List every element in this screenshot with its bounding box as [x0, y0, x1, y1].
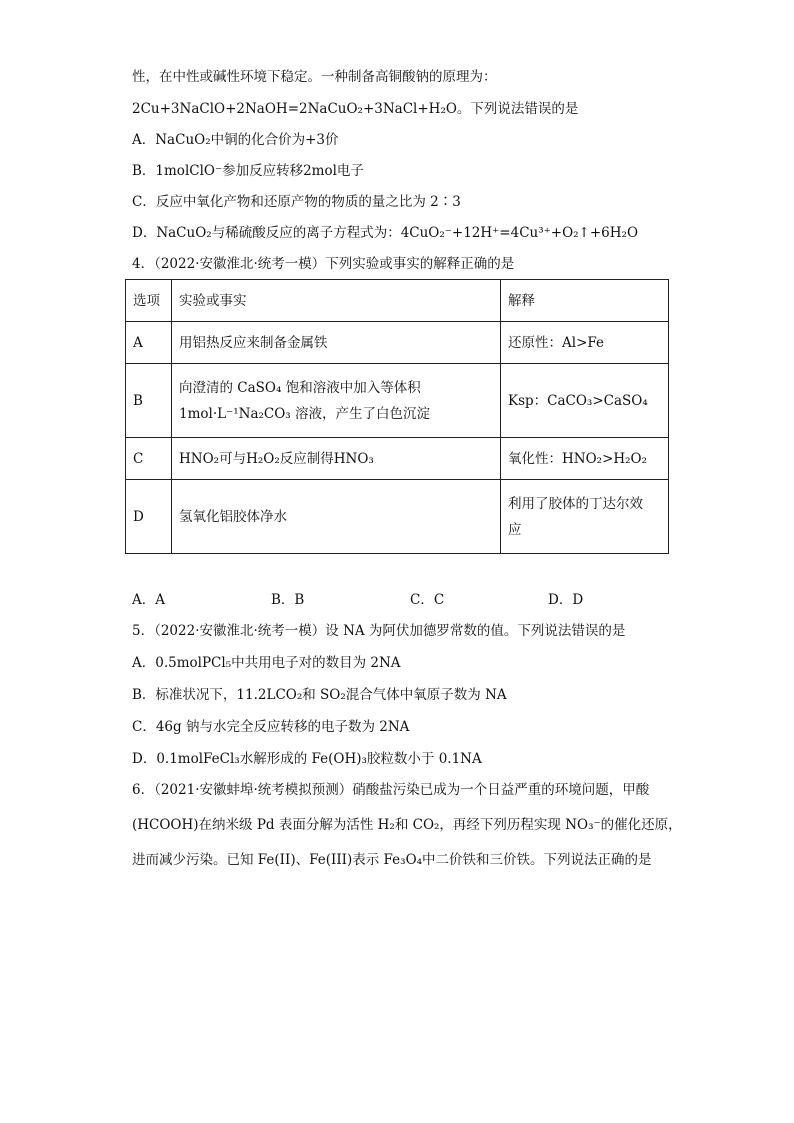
row-fact-line: 1mol·L⁻¹Na₂CO₃ 溶液，产生了白色沉淀 — [179, 405, 431, 422]
option-c: C．反应中氧化产物和还原产物的物质的量之比为 2∶3 — [132, 194, 461, 210]
q5-option-a: A．0.5molPCl₅中共用电子对的数目为 2NA — [132, 655, 401, 671]
choice-d: D．D — [548, 592, 584, 608]
equation-line: 2Cu+3NaClO+2NaOH=2NaCuO₂+3NaCl+H₂O。下列说法错误的是 — [132, 101, 579, 117]
option-b: B．1molClO⁻参加反应转移2mol电子 — [132, 163, 364, 179]
table-row — [126, 480, 669, 554]
q5-option-d: D．0.1molFeCl₃水解形成的 Fe(OH)₃胶粒数小于 0.1NA — [132, 751, 482, 767]
header-option: 选项 — [126, 280, 172, 322]
q5-stem: 5．（2022·安徽淮北·统考一模）设 NA 为阿伏加德罗常数的值。下列说法错误的是 — [132, 623, 626, 639]
header-explanation: 解释 — [501, 280, 669, 322]
row-fact-line: 向澄清的 CaSO₄ 饱和溶液中加入等体积 — [179, 379, 421, 396]
row-fact — [172, 364, 501, 438]
table-header-row — [126, 280, 669, 322]
row-explanation-line: 应 — [508, 521, 522, 538]
q6-line: (HCOOH)在纳米级 Pd 表面分解为活性 H₂和 CO₂，再经下列历程实现 NO₃⁻的催化还原， — [132, 817, 682, 833]
table-row — [126, 322, 669, 364]
row-label: B — [126, 364, 172, 438]
row-label: C — [126, 438, 172, 480]
intro-line: 性，在中性或碱性环境下稳定。一种制备高铜酸钠的原理为： — [132, 69, 497, 85]
row-fact: 用铝热反应来制备金属铁 — [172, 322, 501, 364]
option-d: D．NaCuO₂与稀硫酸反应的离子方程式为：4CuO₂⁻+12H⁺=4Cu³⁺+O₂↑+6H₂O — [132, 225, 639, 241]
choice-a: A．A — [132, 592, 165, 608]
row-fact: 氢氧化铝胶体净水 — [172, 480, 501, 554]
choice-c: C．C — [410, 592, 445, 608]
q6-line: 进而减少污染。已知 Fe(II)、Fe(III)表示 Fe₃O₄中二价铁和三价铁。下列说法正确的是 — [132, 852, 652, 868]
row-explanation — [501, 480, 669, 554]
row-label: A — [126, 322, 172, 364]
option-a: A．NaCuO₂中铜的化合价为+3价 — [132, 132, 339, 148]
row-explanation: 氧化性：HNO₂>H₂O₂ — [501, 438, 669, 480]
row-fact: HNO₂可与H₂O₂反应制得HNO₃ — [172, 438, 501, 480]
q5-option-c: C．46g 钠与水完全反应转移的电子数为 2NA — [132, 719, 410, 735]
table-row — [126, 364, 669, 438]
row-explanation: 还原性：Al>Fe — [501, 322, 669, 364]
q5-option-b: B．标准状况下，11.2LCO₂和 SO₂混合气体中氧原子数为 NA — [132, 687, 507, 703]
q4-table — [125, 279, 669, 554]
choice-b: B．B — [271, 592, 305, 608]
row-explanation-line: 利用了胶体的丁达尔效 — [508, 495, 643, 512]
row-explanation: Ksp：CaCO₃>CaSO₄ — [501, 364, 669, 438]
q6-line: 6．（2021·安徽蚌埠·统考模拟预测）硝酸盐污染已成为一个日益严重的环境问题，甲酸 — [132, 782, 650, 798]
table-row — [126, 438, 669, 480]
q4-stem: 4．（2022·安徽淮北·统考一模）下列实验或事实的解释正确的是 — [132, 256, 515, 272]
row-label: D — [126, 480, 172, 554]
header-fact: 实验或事实 — [172, 280, 501, 322]
